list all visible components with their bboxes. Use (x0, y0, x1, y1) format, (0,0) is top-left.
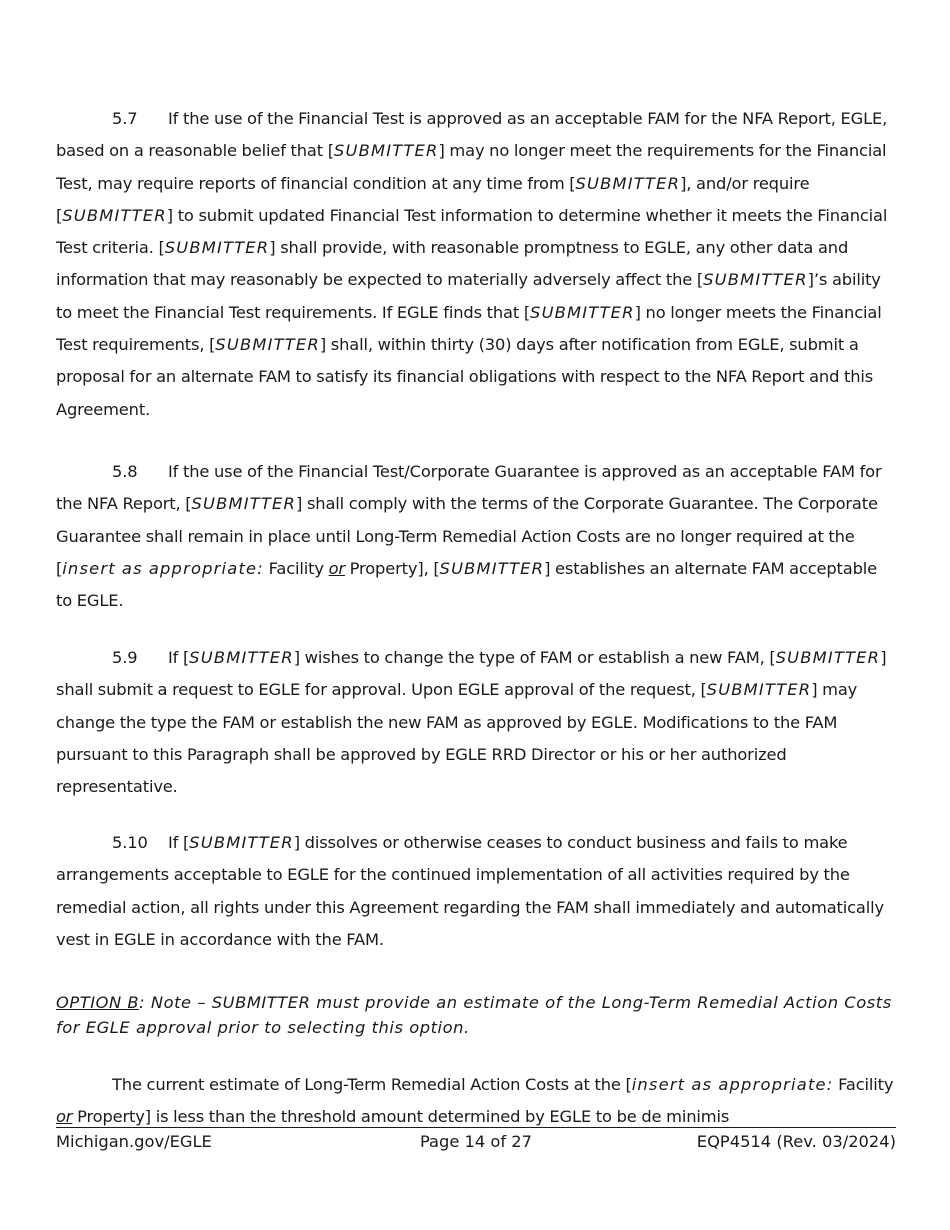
option-b-label: OPTION B (56, 993, 140, 1012)
submitter-placeholder: SUBMITTER (191, 494, 297, 514)
insert-instruction: insert as appropriate: (62, 558, 264, 578)
submitter-placeholder: SUBMITTER (62, 205, 167, 225)
paragraph-5-9: 5.9 If [SUBMITTER] wishes to change the type of FAM or establish a new FAM, [SUBMITTER] shall submit a request to EGLE for approval. Upon EGLE approval of the request, [SUBMITTER] may change the type the FAM or establish the new FAM as approved by EGLE. Modifications to the FAM pursuant to this Paragraph shall be approved by EGLE RRD Director or his or her authorized representative. (56, 642, 896, 803)
submitter-placeholder: SUBMITTER (189, 648, 294, 667)
footer-website: Michigan.gov/EGLE (56, 1132, 212, 1151)
paragraph-5-10: 5.10 If [SUBMITTER] dissolves or otherwise ceases to conduct business and fails to make arrangements acceptable to EGLE for the continued implementation of all activities required by the remedial action, all rights under this Agreement regarding the FAM shall immediately and automatically vest in EGLE in accordance with the FAM. (56, 827, 896, 956)
paragraph-number: 5.10 (112, 833, 148, 852)
submitter-placeholder: SUBMITTER (706, 680, 812, 700)
paragraph-5-8: 5.8 If the use of the Financial Test/Corporate Guarantee is approved as an acceptable FAM for the NFA Report, [SUBMITTER] shall comply with the terms of the Corporate Guarantee. The Corporate Guarantee shall remain in place until Long-Term Remedial Action Costs are no longer required at the [insert as appropriate: Facility or Property], [SUBMITTER] establishes an alternate FAM acceptable to EGLE. (56, 456, 896, 617)
paragraph-5-7: 5.7 If the use of the Financial Test is approved as an acceptable FAM for the NFA Report, EGLE, based on a reasonable belief that [SUBMITTER] may no longer meet the requirements for the Financial Test, may require reports of financial condition at any time from [SUBMITTER], and/or require [SUBMITTER] to submit updated Financial Test information to determine whether it meets the Financial Test criteria. [SUBMITTER] shall provide, with reasonable promptness to EGLE, any other data and information that may reasonably be expected to materially adversely affect the [SUBMITTER]’s ability to meet the Financial Test requirements. If EGLE finds that [SUBMITTER] no longer meets the Financial Test requirements, [SUBMITTER] shall, within thirty (30) days after notification from EGLE, submit a proposal for an alternate FAM to satisfy its financial obligations with respect to the NFA Report and this Agreement. (56, 103, 896, 426)
submitter-placeholder: SUBMITTER (575, 173, 681, 193)
option-b-note (56, 990, 906, 1040)
or-option: or (56, 1107, 73, 1127)
estimate-paragraph: The current estimate of Long-Term Remedial Action Costs at the [insert as appropriate: Facility or Property] is less than the threshold amount determined by EGLE to be de minimis (56, 1075, 894, 1127)
footer-form-id: EQP4514 (Rev. 03/2024) (696, 1132, 896, 1151)
submitter-placeholder: SUBMITTER (189, 833, 294, 852)
submitter-placeholder: SUBMITTER (703, 270, 808, 290)
footer-page-number: Page 14 of 27 (419, 1132, 533, 1151)
submitter-placeholder: SUBMITTER (530, 302, 635, 322)
insert-instruction: insert as appropriate: (631, 1075, 834, 1094)
submitter-placeholder: SUBMITTER (333, 141, 439, 161)
or-option: or (328, 558, 345, 578)
paragraph-number: 5.7 (112, 109, 138, 128)
option-b-text: : Note – SUBMITTER must provide an estimate of the Long-Term Remedial Action Costs for EGLE approval prior to selecting this option. (56, 993, 892, 1037)
submitter-placeholder: SUBMITTER (439, 558, 545, 578)
submitter-placeholder: SUBMITTER (164, 238, 270, 258)
paragraph-number: 5.9 (112, 648, 138, 667)
submitter-placeholder: SUBMITTER (775, 648, 881, 667)
submitter-placeholder: SUBMITTER (215, 335, 320, 355)
paragraph-number: 5.8 (112, 462, 138, 481)
page-footer (56, 1127, 896, 1160)
